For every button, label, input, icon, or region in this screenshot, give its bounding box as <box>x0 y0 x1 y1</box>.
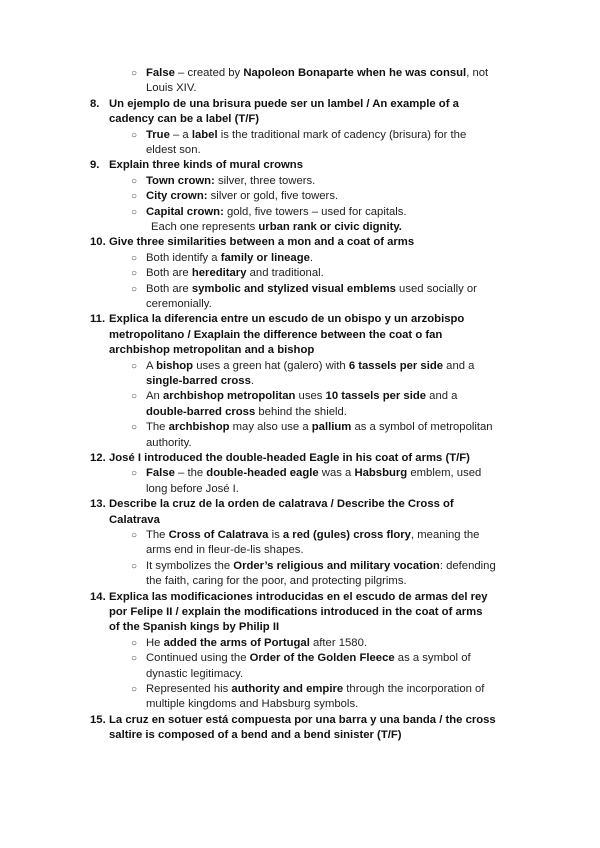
bold-term: Describe la cruz de la orden de calatrava / Describe the Cross of <box>109 498 454 510</box>
bold-term: urban rank or civic dignity. <box>258 221 402 233</box>
text-run: multiple kingdoms and Habsburg symbols. <box>146 698 359 710</box>
bold-term: symbolic and stylized visual emblems <box>191 283 396 295</box>
bold-term: double-headed eagle <box>206 467 319 479</box>
answer-text <box>146 205 407 220</box>
question-text <box>109 605 482 620</box>
bold-term: archbishop metropolitan and a bishop <box>109 344 315 356</box>
question-number: 9. <box>90 159 100 171</box>
bold-term: Explain three kinds of mural crowns <box>109 159 303 171</box>
text-run: ceremonially. <box>146 298 212 310</box>
text-run: , not <box>466 67 489 79</box>
text-run: The <box>146 421 169 433</box>
bold-term: Calatrava <box>109 514 160 526</box>
text-run: A <box>146 360 157 372</box>
text-run: was a <box>318 467 355 479</box>
bold-term: Order of the Golden Fleece <box>249 652 395 664</box>
question-number: 13. <box>90 498 106 510</box>
text-run: and traditional. <box>246 267 324 279</box>
text-run: , meaning the <box>410 529 480 541</box>
answer-text <box>146 66 488 81</box>
question-text <box>109 497 454 512</box>
answer-text <box>146 466 481 481</box>
bullet-circle-icon: ○ <box>131 638 138 649</box>
bold-term: of the Spanish kings by Philip II <box>109 621 280 633</box>
bold-term: Order’s religious and military vocation <box>233 560 440 572</box>
bullet-circle-icon: ○ <box>131 207 138 218</box>
bullet-circle-icon: ○ <box>131 561 138 572</box>
question-text <box>109 513 160 528</box>
question-number: 14. <box>90 591 106 603</box>
bold-term: 10 tassels per side <box>325 390 427 402</box>
bold-term: La cruz en sotuer está compuesta por una barra y una banda / the cross <box>109 714 496 726</box>
bold-term: 6 tassels per side <box>348 360 444 372</box>
bold-term: Capital crown: <box>146 206 224 218</box>
bullet-circle-icon: ○ <box>131 468 138 479</box>
text-run: arms end in fleur-de-lis shapes. <box>146 544 304 556</box>
text-run: Continued using the <box>146 652 250 664</box>
question-text <box>109 713 496 728</box>
answer-text <box>146 543 304 558</box>
bullet-circle-icon: ○ <box>131 268 138 279</box>
text-run: may also use a <box>229 421 312 433</box>
bullet-circle-icon: ○ <box>131 391 138 402</box>
bullet-circle-icon: ○ <box>131 284 138 295</box>
text-run: the faith, caring for the poor, and protecting pilgrims. <box>146 575 407 587</box>
answer-text <box>146 297 212 312</box>
answer-text <box>146 405 347 420</box>
text-run: Both identify a <box>146 252 221 264</box>
bold-term: a red (gules) cross flory <box>282 529 411 541</box>
text-run: through the incorporation of <box>343 683 485 695</box>
text-run: He <box>146 637 164 649</box>
question-text <box>109 343 314 358</box>
question-text <box>109 328 442 343</box>
text-run: It symbolizes the <box>146 560 234 572</box>
question-number: 15. <box>90 714 106 726</box>
bullet-circle-icon: ○ <box>131 422 138 433</box>
question-text <box>109 590 488 605</box>
answer-text <box>146 374 254 389</box>
bold-term: Cross of Calatrava <box>168 529 269 541</box>
text-run: behind the shield. <box>255 406 347 418</box>
bold-term: True <box>146 129 170 141</box>
question-number: 12. <box>90 452 106 464</box>
question-number: 11. <box>90 313 106 325</box>
bold-term: bishop <box>156 360 194 372</box>
answer-text <box>146 559 496 574</box>
bold-term: archbishop <box>168 421 230 433</box>
bold-term: pallium <box>311 421 352 433</box>
bold-term: Explica las modificaciones introducidas en el escudo de armas del rey <box>109 591 488 603</box>
bullet-circle-icon: ○ <box>131 530 138 541</box>
text-run: uses <box>295 390 326 402</box>
bullet-circle-icon: ○ <box>131 130 138 141</box>
answer-text <box>146 528 479 543</box>
answer-text <box>146 359 474 374</box>
text-run: used socially or <box>395 283 477 295</box>
bullet-circle-icon: ○ <box>131 684 138 695</box>
bullet-circle-icon: ○ <box>131 191 138 202</box>
text-run: and a <box>426 390 458 402</box>
question-text <box>109 158 303 173</box>
answer-text <box>146 482 239 497</box>
answer-text <box>146 128 466 143</box>
text-run: uses a green hat (galero) with <box>193 360 349 372</box>
text-run: as a symbol of <box>394 652 471 664</box>
text-run: silver, three towers. <box>214 175 316 187</box>
answer-text <box>146 636 367 651</box>
text-run: and a <box>443 360 475 372</box>
question-text <box>109 728 402 743</box>
bold-term: cadency can be a label (T/F) <box>109 113 260 125</box>
text-run: gold, five towers – used for capitals. <box>223 206 407 218</box>
question-number: 8. <box>90 98 100 110</box>
bold-term: Un ejemplo de una brisura puede ser un lambel / An example of a <box>109 98 459 110</box>
text-run: Both are <box>146 283 192 295</box>
text-run: is <box>268 529 283 541</box>
bold-term: family or lineage <box>220 252 310 264</box>
bullet-circle-icon: ○ <box>131 176 138 187</box>
bullet-circle-icon: ○ <box>131 653 138 664</box>
bold-term: City crown: <box>146 190 208 202</box>
text-run: An <box>146 390 163 402</box>
text-run: Louis XIV. <box>146 82 197 94</box>
bold-term: metropolitano / Exaplain the difference between the coat o fan <box>109 329 443 341</box>
answer-text <box>146 251 313 266</box>
text-run: . <box>250 375 254 387</box>
answer-text <box>151 220 402 235</box>
answer-text <box>146 574 407 589</box>
bullet-circle-icon: ○ <box>131 361 138 372</box>
text-run: authority. <box>146 437 192 449</box>
text-run: Both are <box>146 267 192 279</box>
bullet-circle-icon: ○ <box>131 68 138 79</box>
text-run: Each one represents <box>151 221 259 233</box>
text-run: The <box>146 529 169 541</box>
answer-text <box>146 667 243 682</box>
text-run: Represented his <box>146 683 232 695</box>
answer-text <box>146 266 324 281</box>
text-run: – the <box>174 467 207 479</box>
text-run: . <box>309 252 314 264</box>
bold-term: False <box>146 67 175 79</box>
text-run: eldest son. <box>146 144 201 156</box>
answer-text <box>146 282 477 297</box>
text-run: – created by <box>174 67 244 79</box>
bold-term: label <box>191 129 218 141</box>
answer-text <box>146 436 192 451</box>
answer-text <box>146 189 338 204</box>
answer-text <box>146 697 358 712</box>
answer-text <box>146 389 457 404</box>
text-run: long before José I. <box>146 483 239 495</box>
question-text <box>109 620 279 635</box>
bold-term: double-barred cross <box>146 406 256 418</box>
bold-term: José I introduced the double-headed Eagle in his coat of arms (T/F) <box>109 452 470 464</box>
question-text <box>109 97 459 112</box>
question-text <box>109 112 259 127</box>
bold-term: Town crown: <box>146 175 215 187</box>
bold-term: archbishop metropolitan <box>162 390 296 402</box>
answer-text <box>146 420 493 435</box>
bold-term: saltire is composed of a bend and a bend sinister (T/F) <box>109 729 402 741</box>
text-run: is the traditional mark of cadency (brisura) for the <box>217 129 467 141</box>
question-number: 10. <box>90 236 106 248</box>
answer-text <box>146 143 201 158</box>
bold-term: single-barred cross <box>146 375 251 387</box>
text-run: : defending <box>439 560 496 572</box>
bold-term: Explica la diferencia entre un escudo de un obispo y un arzobispo <box>109 313 465 325</box>
question-text <box>109 451 470 466</box>
answer-text <box>146 81 196 96</box>
bold-term: hereditary <box>191 267 247 279</box>
bold-term: added the arms of Portugal <box>163 637 310 649</box>
text-run: – a <box>169 129 192 141</box>
bold-term: Give three similarities between a mon and a coat of arms <box>109 236 415 248</box>
question-text <box>109 312 464 327</box>
text-run: as a symbol of metropolitan <box>351 421 493 433</box>
bullet-circle-icon: ○ <box>131 253 138 264</box>
bold-term: Napoleon Bonaparte when he was consul <box>243 67 467 79</box>
text-run: emblem, used <box>407 467 482 479</box>
bold-term: authority and empire <box>231 683 344 695</box>
answer-text <box>146 682 484 697</box>
bold-term: por Felipe II / explain the modifications introduced in the coat of arms <box>109 606 483 618</box>
text-run: dynastic legitimacy. <box>146 668 244 680</box>
bold-term: Habsburg <box>354 467 408 479</box>
text-run: after 1580. <box>309 637 368 649</box>
bold-term: False <box>146 467 175 479</box>
question-text <box>109 235 414 250</box>
answer-text <box>146 174 315 189</box>
answer-text <box>146 651 471 666</box>
text-run: silver or gold, five towers. <box>207 190 339 202</box>
